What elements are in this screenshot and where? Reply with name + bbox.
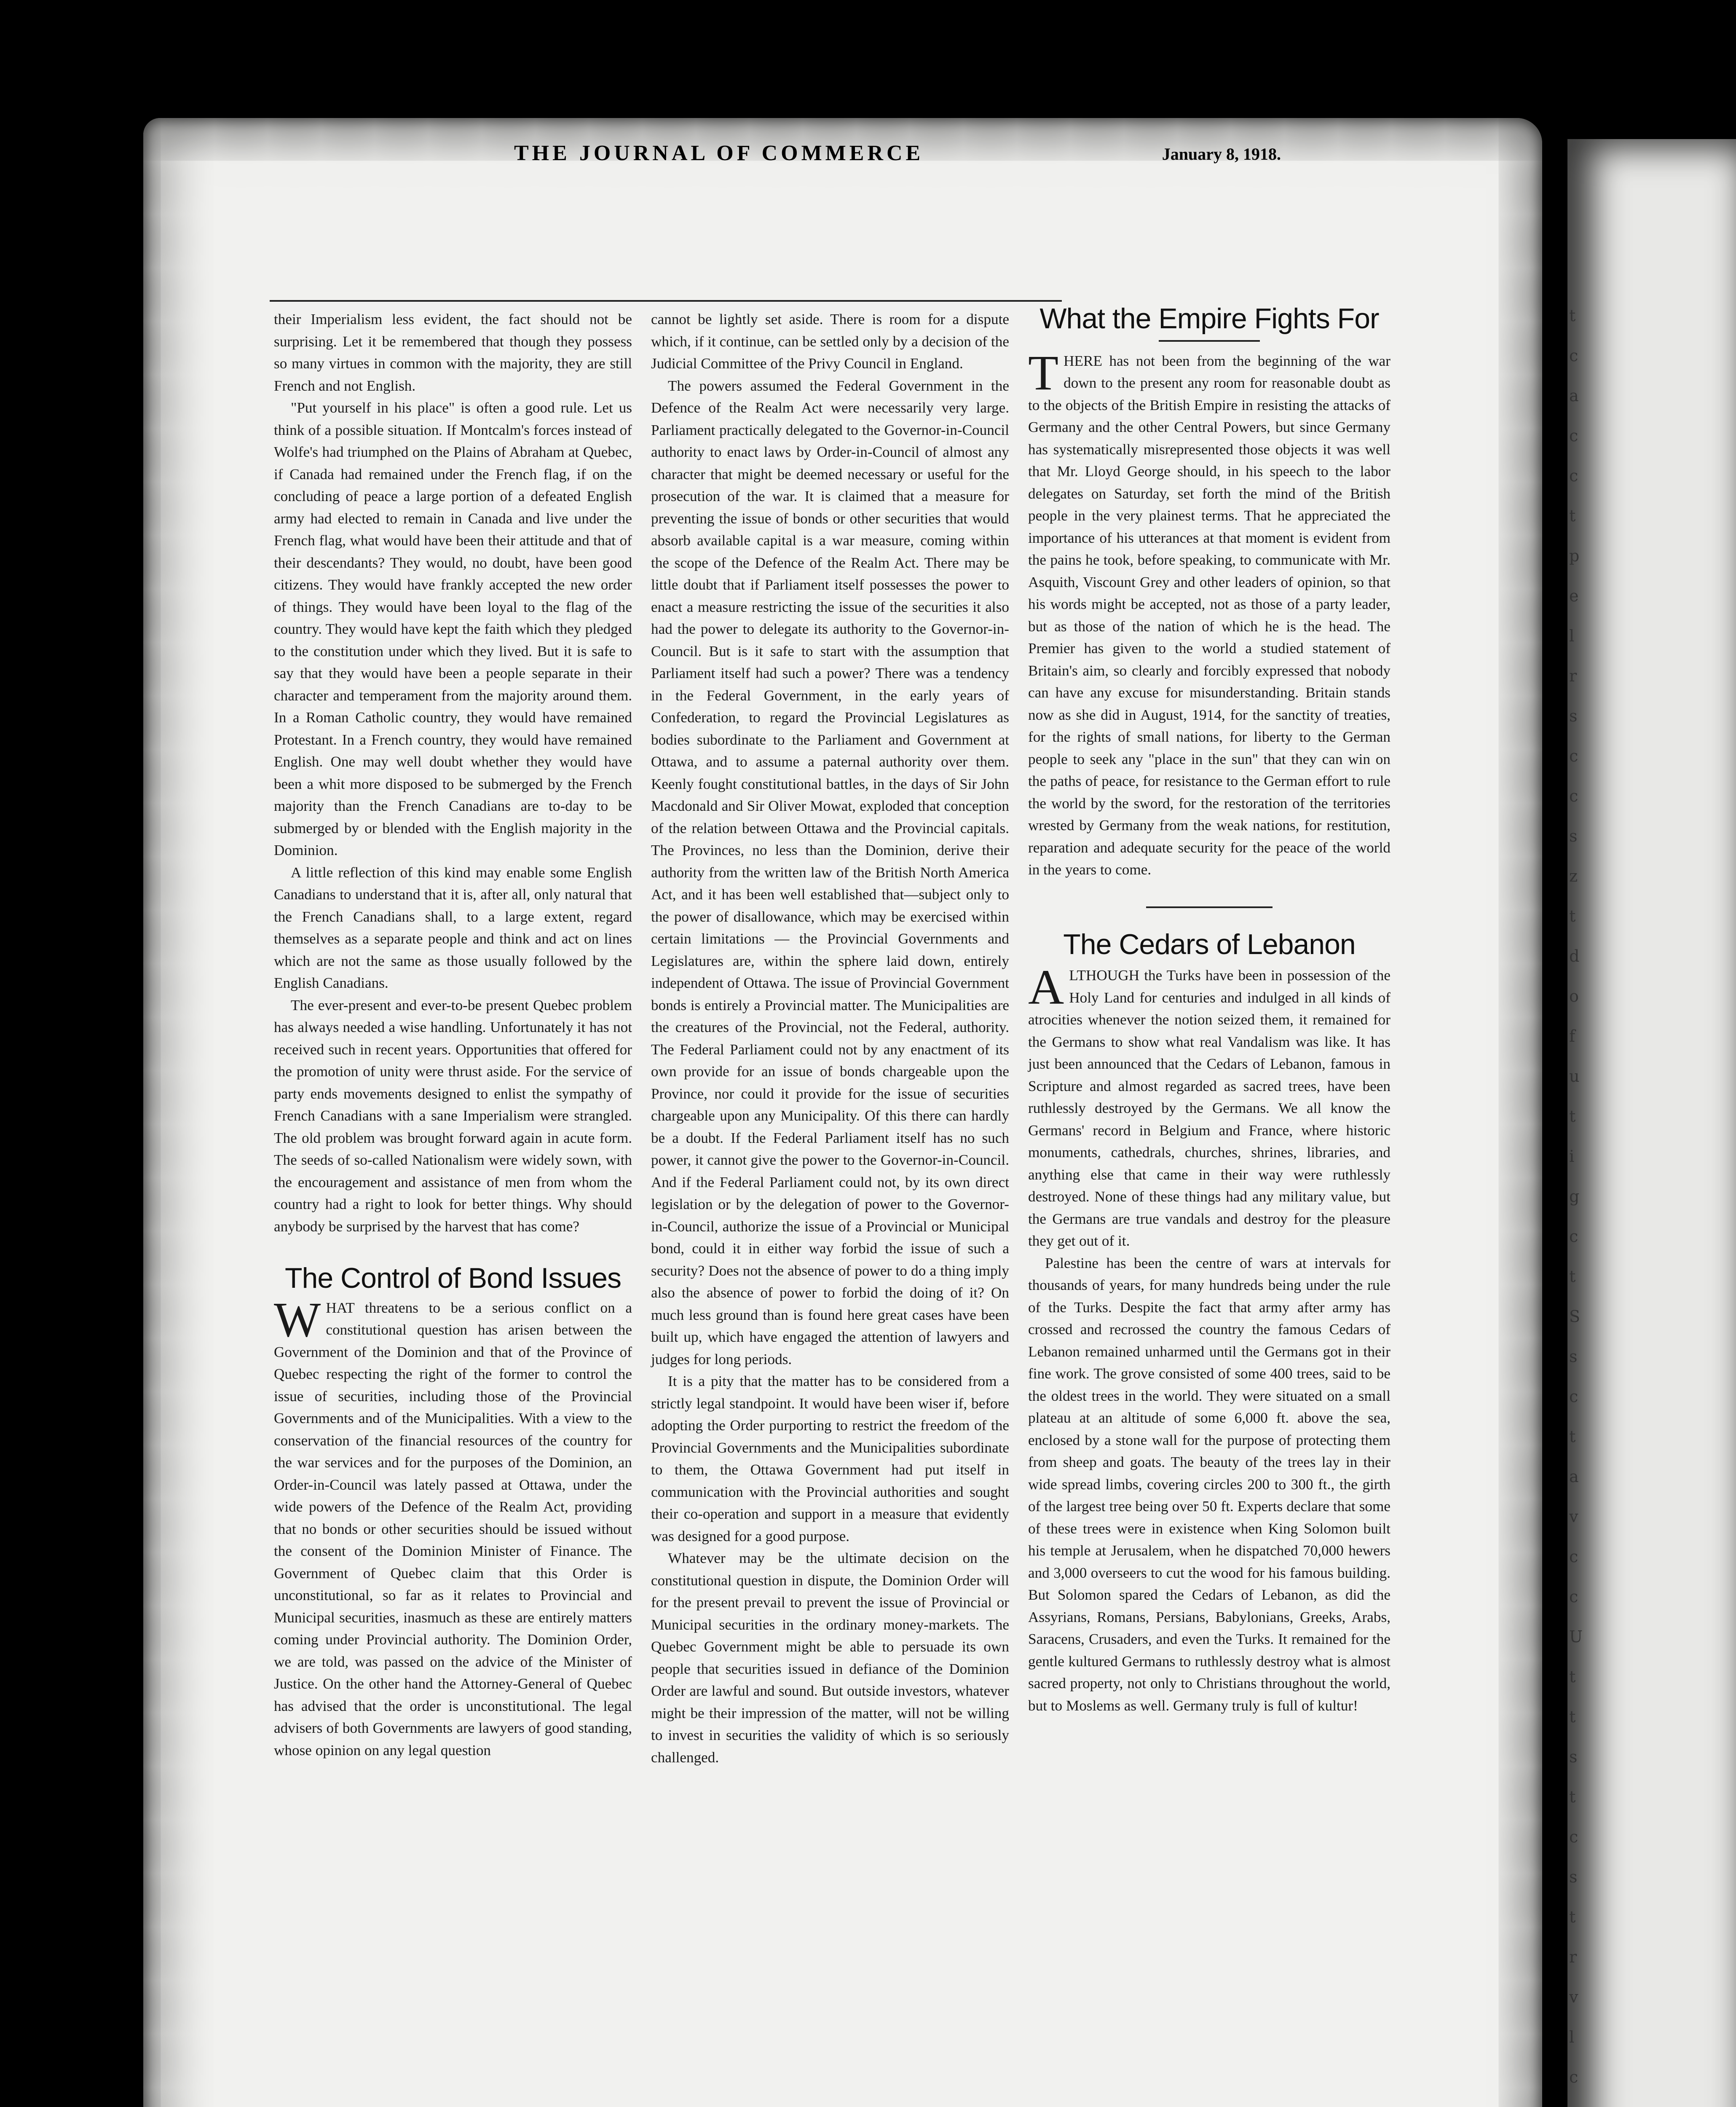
- edge-letter: t: [1569, 1908, 1576, 1926]
- col1-paragraph-4: The ever-present and ever-to-be present Quebec problem has always needed a wise handling. Unfortunately it has not received such in recent years. Opportunities that offered for the promotion of unity were thrust aside. For the service of party ends movements designed to enlist the sympathy of French Canadians with a sane Imperialism were strangled. The old problem was brought forward again in acute form. The seeds of so-called Nationalism were widely sown, with the encouragement and assistance of men from whom the country had a right to look for better things. Why should anybody be surprised by the harvest that has come?: [274, 997, 632, 1235]
- edge-letter: c: [1569, 1587, 1578, 1606]
- edge-letter: s: [1569, 707, 1578, 725]
- edge-letter: t: [1569, 1708, 1576, 1726]
- edge-letter: c: [1569, 426, 1578, 445]
- cedars-article-body-2: Palestine has been the centre of wars at intervals for thousands of years, for many hundreds being under the rule of the Turks. Despite the fact that army after army has crossed and recrossed the country the famous Cedars of Lebanon remained unharmed until the Germans got in their fine work. The grove consisted of some 400 trees, said to be the oldest trees in the world. They were situated on a small plateau at an altitude of some 6,000 ft. above the sea, enclosed by a stone wall for the purpose of protecting them from sheep and goats. The beauty of the trees lay in their wide spread limbs, covering circles 200 to 300 ft., the girth of the largest tree being over 50 ft. Experts declare that some of these trees were in existence when King Solomon built his temple at Jerusalem, when he dispatched 70,000 hewers and 3,000 overseers to cut the wood for his famous building. But Solomon spared the Cedars of Lebanon, as did the Assyrians, Romans, Persians, Babylonians, Greeks, Arabs, Saracens, Crusaders, and even the Turks. It remained for the gentle kultured Germans to ruthlessly destroy what is almost sacred property, not only to Christians throughout the world, but to Moslems as well. Germany truly is full of kultur!: [1028, 1255, 1390, 1714]
- cedars-article-heading: The Cedars of Lebanon: [1063, 928, 1356, 960]
- edge-letter: c: [1569, 346, 1578, 365]
- edge-letter: t: [1569, 1107, 1576, 1126]
- bond-article-heading: The Control of Bond Issues: [284, 1262, 621, 1294]
- edge-letter: l: [1569, 2028, 1575, 2046]
- edge-letter: t: [1569, 306, 1576, 325]
- masthead-title: THE JOURNAL OF COMMERCE: [514, 141, 924, 165]
- edge-letter: t: [1569, 1667, 1576, 1686]
- edge-letter: s: [1569, 1347, 1578, 1366]
- edge-letter: s: [1569, 827, 1578, 845]
- col2-paragraph-4: Whatever may be the ultimate decision on the constitutional question in dispute, the Dominion Order will for the present prevail to prevent the issue of Provincial or Municipal securities in the ordinary money-markets. The Quebec Government might be able to persuade its own people that securities issued in defiance of the Dominion Order are lawful and sound. But outside investors, whatever might be their impression of the matter, will not be willing to invest in securities the validity of which is so seriously challenged.: [651, 1550, 1009, 1766]
- col1-paragraph-3: A little reflection of this kind may enable some English Canadians to understand that it is, after all, only natural that the French Canadians shall, to a large extent, regard themselves as a separate people and think and act on lines which are not the same as those usually followed by the English Canadians.: [274, 864, 632, 991]
- column-3: [1028, 303, 1390, 1717]
- edge-letter: s: [1569, 1868, 1578, 1886]
- empire-dropcap: T: [1028, 345, 1059, 400]
- empire-article-body: THERE has not been from the beginning of the war down to the present any room for reasonable doubt as to the objects of the British Empire in resisting the attacks of Germany and the other Central Powers, but since Germany has systematically misrepresented those objects it was well that Mr. Lloyd George should, in his speech to the labor delegates on Saturday, set forth the mind of the British people in the very plainest terms. That he appreciated the importance of his utterances at that moment is evident from the pains he took, before speaking, to communicate with Mr. Asquith, Viscount Grey and other leaders of opinion, so that his words might be accepted, not as those of a party leader, but as those of the nation of which he is the head. The Premier has given to the world a studied statement of Britain's aim, so clearly and forcibly expressed that nobody can have any excuse for misunderstanding. Britain stands now as she did in August, 1914, for the sanctity of treaties, for the rights of small nations, for liberty to the German people to seek any "place in the sun" that they can win on the paths of peace, for resistance to the German effort to rule the world by the sword, for the restoration of the territories wrested by Germany from the weak nations, for restitution, reparation and adequate security for the peace of the world in the years to come.: [1028, 345, 1390, 878]
- edge-letter: v: [1569, 1988, 1578, 2006]
- edge-letter: c: [1569, 1547, 1578, 1566]
- edge-letter: r: [1569, 667, 1577, 685]
- edge-letter: c: [1569, 1227, 1578, 1246]
- bond-article-body: WHAT threatens to be a serious conflict on a constitutional question has arisen between the Government of the Dominion and that of the Province of Quebec respecting the right of the former to control the issue of securities, including those of the Provincial Governments and of the Municipalities. With a view to the conservation of the financial resources of the country for the war services and for the purposes of the Dominion, an Order-in-Council was lately passed at Ottawa, under the wide powers of the Defence of the Realm Act, providing that no bonds or other securities should be issued without the consent of the Dominion Minister of Finance. The Government of Quebec claim that this Order is unconstitutional, so far as it relates to Provincial and Municipal securities, inasmuch as these are entirely matters coming under Provincial authority. The Dominion Order, we are told, was passed on the advice of the Minister of Justice. On the other hand the Attorney-General of Quebec has advised that the order is unconstitutional. The legal advisers of both Governments are lawyers of good standing, whose opinion on any legal question: [274, 1292, 632, 1759]
- issue-date: January 8, 1918.: [1162, 145, 1281, 164]
- col1-paragraph-2: "Put yourself in his place" is often a good rule. Let us think of a possible situation. If Montcalm's forces instead of Wolfe's had triumphed on the Plains of Abraham at Quebec, if Canada had remained under the French flag, if on the concluding of peace a large portion of a defeated English army had elected to remain in Canada and live under the French flag, what would have been their attitude and that of their descendants? They would, no doubt, have been good citizens. They would have frankly accepted the new order of things. They would have been loyal to the flag of the country. They would have kept the faith which they pledged to the constitution under which they lived. But it is safe to say that they would have been a people separate in their character and temperament from the majority around them. In a Roman Catholic country, they would have remained Protestant. In a French country, they would have remained English. One may well doubt whether they would have been a whit more disposed to be submerged by the French majority than the French Canadians are to-day to be submerged by or blended with the English majority in the Dominion.: [274, 399, 632, 858]
- edge-letter: u: [1569, 1067, 1580, 1086]
- empire-article-heading: What the Empire Fights For: [1039, 303, 1379, 335]
- edge-letter: t: [1569, 907, 1576, 925]
- col2-paragraph-2: The powers assumed the Federal Government in the Defence of the Realm Act were necessarily very large. Parliament practically delegated to the Governor-in-Council authority to enact laws by Order-in-Council of almost any character that might be deemed necessary or useful for the prosecution of the war. It is claimed that a measure for preventing the issue of bonds or other securities that would absorb available capital is a war measure, coming within the scope of the Defence of the Realm Act. There may be little doubt that if Parliament itself possesses the power to enact a measure restricting the issue of the securities it also had the power to delegate its authority to the Governor-in-Council. But is it safe to start with the assumption that Parliament itself had such a power? There was a tendency in the Federal Government, in the early years of Confederation, to regard the Provincial Legislatures as bodies subordinate to the Parliament and Government at Ottawa, and to assume a paternal authority over them. Keenly fought constitutional battles, in the days of Sir John Macdonald and Sir Oliver Mowat, exploded that conception of the relation between Ottawa and the Provincial capitals. The Provinces, no less than the Dominion, derive their authority from the written law of the British North America Act, and it has been well established that—subject only to the power of disallowance, which may be exercised within certain limitations — the Provincial Governments and Legislatures are, within the sphere laid down, entirely independent of Ottawa. The issue of Provincial Government bonds is entirely a Provincial matter. The Municipalities are the creatures of the Provincial, not the Federal, authority. The Federal Parliament could not by any enactment of its own provide for an issue of bonds chargeable upon the Province, nor could it provide for the issue of securities chargeable upon any Municipality. Of this there can hardly be a doubt. If the Federal Parliament itself has no such power, it cannot give the power to the Governor-in-Council. And if the Federal Parliament could not, by its own direct legislation or by the delegation of power to the Governor-in-Council, authorize the issue of a Provincial or Municipal bond, could it in either way forbid the issue of such a security? Does not the absence of power to do a thing imply also the absence of power to forbid the doing of it? On much less ground than is found here great cases have been built up, which have engaged the attention of lawyers and judges for long periods.: [651, 377, 1009, 1367]
- edge-letter: t: [1569, 1427, 1576, 1446]
- edge-letter: t: [1569, 1788, 1576, 1806]
- next-page-edge: [1567, 139, 1736, 2107]
- edge-letter: t: [1569, 1267, 1576, 1286]
- col1-paragraph-1: their Imperialism less evident, the fact should not be surprising. Let it be remembered that though they possess so many virtues in common with the majority, they are still French and not English.: [274, 311, 632, 394]
- edge-letter: z: [1569, 867, 1578, 885]
- edge-letter: g: [1569, 1187, 1580, 1206]
- bond-dropcap: W: [274, 1292, 321, 1347]
- cedars-article-body-1: ALTHOUGH the Turks have been in possession of the Holy Land for centuries and indulged in all kinds of atrocities whenever the notion seized them, it remained for the Germans to show what real Vandalism was like. It has just been announced that the Cedars of Lebanon, famous in Scripture and almost regarded as sacred trees, have been ruthlessly destroyed by the Germans. We all know the Germans' record in Belgium and France, where historic monuments, cathedrals, churches, shrines, libraries, and anything else that came in their way were ruthlessly destroyed. None of these things had any military value, but the Germans are true vandals and destroy for the pleasure they get out of it.: [1028, 960, 1390, 1249]
- edge-letter: l: [1569, 627, 1575, 645]
- edge-letter: S: [1569, 1307, 1581, 1326]
- column-1: [274, 308, 632, 1761]
- edge-letter: s: [1569, 1748, 1578, 1766]
- edge-letter: p: [1569, 547, 1580, 565]
- col2-paragraph-1: cannot be lightly set aside. There is room for a dispute which, if it continue, can be settled only by a decision of the Judicial Committee of the Privy Council in England.: [651, 311, 1009, 372]
- cedars-dropcap: A: [1028, 960, 1064, 1015]
- edge-letter: c: [1569, 1828, 1578, 1846]
- edge-letter: a: [1569, 386, 1579, 405]
- edge-letter: f: [1569, 1027, 1575, 1045]
- edge-letter: c: [1569, 2068, 1578, 2086]
- edge-letter: r: [1569, 1948, 1577, 1966]
- page-header: [126, 141, 1281, 169]
- edge-letter: a: [1569, 1467, 1579, 1486]
- edge-letter: o: [1569, 987, 1579, 1005]
- edge-letter: e: [1569, 587, 1579, 605]
- edge-letter: t: [1569, 507, 1576, 525]
- header-rule: [270, 300, 1062, 302]
- edge-letter: c: [1569, 1387, 1578, 1406]
- edge-letter: U: [1569, 1627, 1583, 1646]
- edge-letter: c: [1569, 466, 1578, 485]
- page-number: 2: [126, 144, 136, 164]
- edge-letter: i: [1569, 1147, 1575, 1166]
- edge-letter: d: [1569, 947, 1580, 965]
- edge-letter: c: [1569, 787, 1578, 805]
- column-2: [651, 308, 1009, 1769]
- edge-letter: v: [1569, 1507, 1578, 1526]
- col2-paragraph-3: It is a pity that the matter has to be considered from a strictly legal standpoint. It would have been wiser if, before adopting the Order purporting to restrict the freedom of the Provincial Governments and the Municipalities subordinate to them, the Ottawa Government had put itself in communication with the Provincial authorities and sought their co-operation and support in a measure that evidently was designed for a good purpose.: [651, 1373, 1009, 1544]
- edge-letter: c: [1569, 747, 1578, 765]
